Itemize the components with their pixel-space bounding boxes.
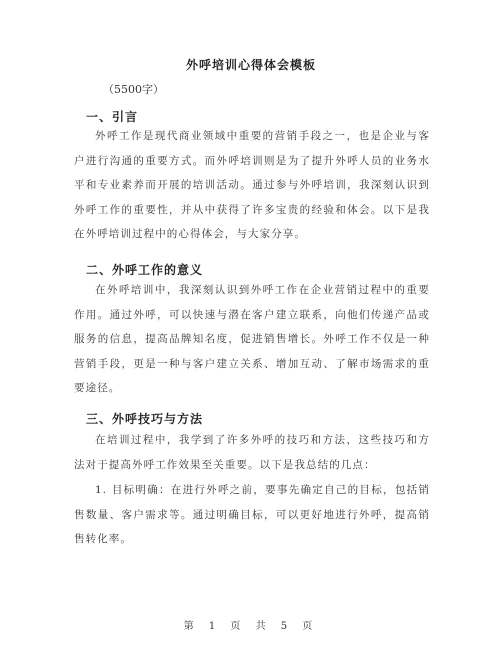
section-paragraph-intro: 外呼工作是现代商业领域中重要的营销手段之一，也是企业与客户进行沟通的重要方式。而外呼培训则是为了提升外呼人员的业务水平和专业素养而开展的培训活动。通过参与外呼培训，我深刻认识到外呼工作的重要性，并从中获得了许多宝贵的经验和体会。以下是我在外呼培训过程中的心得体会，与大家分享。 <box>74 130 430 240</box>
document-subtitle: （5500字） <box>103 83 164 96</box>
section-heading-intro: 一、引言 <box>86 110 139 124</box>
section-heading-significance: 二、外呼工作的意义 <box>86 263 204 277</box>
page-number-footer: 第 1 页 共 5 页 <box>183 621 319 632</box>
section-paragraph-technique-item: 1. 目标明确：在进行外呼之前，要事先确定自己的目标，包括销售数量、客户需求等。通过明确目标，可以更好地进行外呼，提高销售转化率。 <box>74 484 430 545</box>
section-heading-techniques: 三、外呼技巧与方法 <box>86 412 204 426</box>
section-paragraph-techniques: 在培训过程中，我学到了许多外呼的技巧和方法，这些技巧和方法对于提高外呼工作效果至关重要。以下是我总结的几点： <box>74 434 430 471</box>
section-paragraph-significance: 在外呼培训中，我深刻认识到外呼工作在企业营销过程中的重要作用。通过外呼，可以快速与潜在客户建立联系，向他们传递产品或服务的信息，提高品牌知名度，促进销售增长。外呼工作不仅是一种营销手段，更是一种与客户建立关系、增加互动、了解市场需求的重要途径。 <box>74 284 430 394</box>
document-title: 外呼培训心得体会模板 <box>185 58 316 72</box>
